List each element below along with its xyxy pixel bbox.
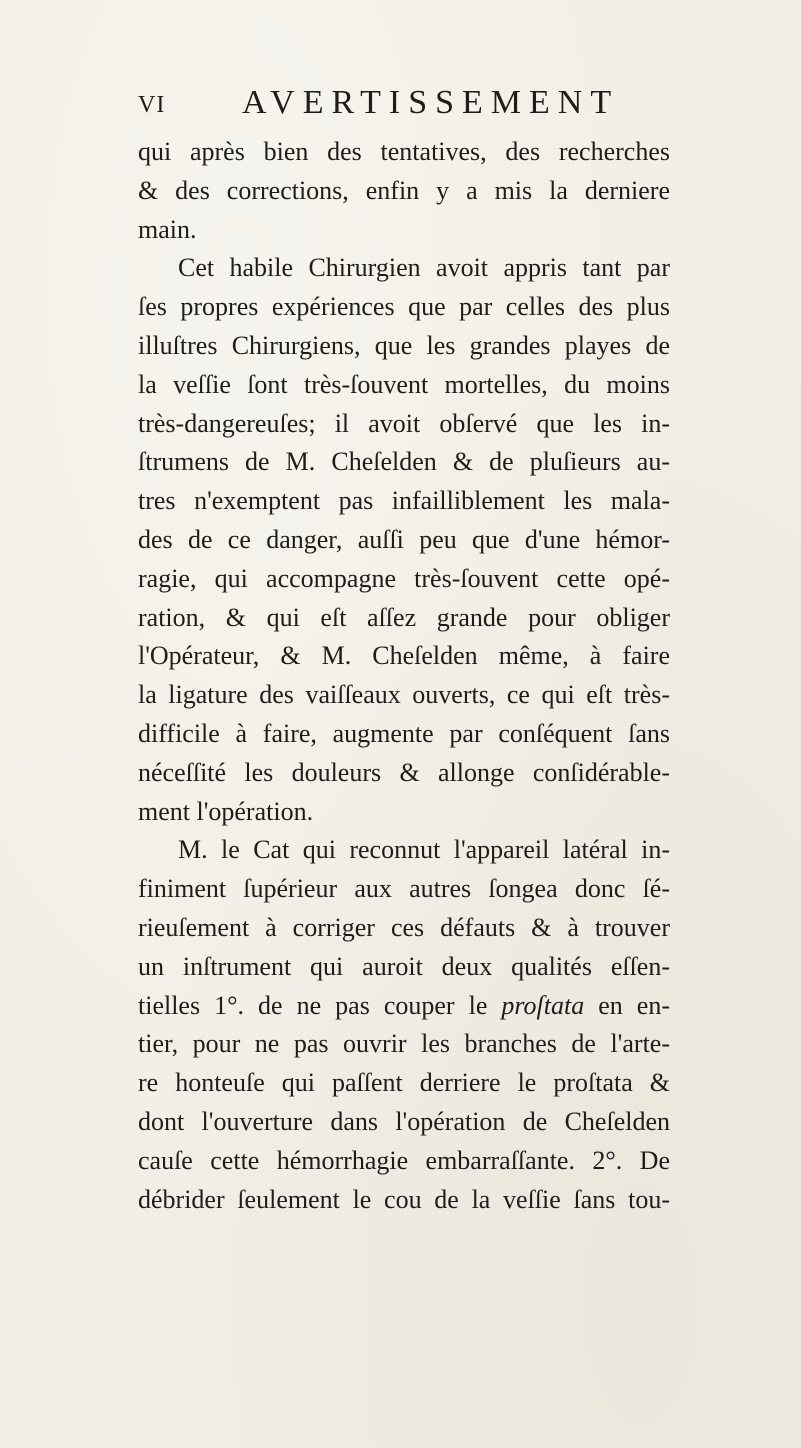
text-line: qui après bien des tentatives, des recherches	[138, 137, 670, 166]
text-line: l'Opérateur, & M. Cheſelden même, à faire	[138, 641, 670, 671]
text-line-with-italic	[138, 987, 670, 1026]
text-line: tres n'exemptent pas infailliblement les mala-	[138, 486, 670, 516]
text-line: tier, pour ne pas ouvrir les branches de l'arte-	[138, 1029, 670, 1059]
page-header	[138, 84, 658, 124]
text-segment: tielles 1°. de ne pas couper le	[138, 990, 488, 1020]
text-line: dont l'ouverture dans l'opération de Cheſelden	[138, 1106, 670, 1136]
italic-latin-term: proſtata	[501, 990, 585, 1020]
text-line: difficile à faire, augmente par conſéquent ſans	[138, 718, 670, 748]
text-line: très-dangereuſes; il avoit obſervé que les in-	[138, 408, 670, 438]
text-line: cauſe cette hémorrhagie embarraſſante. 2°. De	[138, 1145, 670, 1175]
text-line: ſtrumens de M. Cheſelden & de pluſieurs au-	[138, 447, 670, 477]
text-line: illuſtres Chirurgiens, que les grandes playes de	[138, 330, 670, 360]
text-line: & des corrections, enfin y a mis la derniere	[138, 175, 670, 205]
paragraph-start-line: Cet habile Chirurgien avoit appris tant par	[178, 253, 670, 283]
text-line: ragie, qui accompagne très-ſouvent cette opé-	[138, 563, 670, 593]
text-line: ment l'opération.	[138, 796, 314, 826]
text-line: la ligature des vaiſſeaux ouverts, ce qui eſt très-	[138, 680, 670, 710]
text-line: des de ce danger, auſſi peu que d'une hémor-	[138, 524, 670, 554]
text-line: ration, & qui eſt aſſez grande pour obliger	[138, 602, 670, 632]
text-segment: en en-	[598, 990, 671, 1020]
text-line: main.	[138, 214, 197, 244]
paragraph-start-line: M. le Cat qui reconnut l'appareil latéral in-	[178, 835, 670, 865]
text-line: la veſſie ſont très-ſouvent mortelles, du moins	[138, 369, 670, 399]
page-number: VI	[138, 92, 166, 118]
text-line: rieuſement à corriger ces défauts & à trouver	[138, 912, 670, 942]
body-text	[138, 133, 670, 1219]
text-line: néceſſité les douleurs & allonge conſidérable-	[138, 757, 670, 787]
text-line: re honteuſe qui paſſent derriere le proſtata &	[138, 1068, 670, 1098]
text-line: ſes propres expériences que par celles des plus	[138, 292, 670, 322]
text-line: un inſtrument qui auroit deux qualités eſſen-	[138, 951, 670, 981]
text-line: débrider ſeulement le cou de la veſſie ſans tou-	[138, 1184, 670, 1214]
text-line: finiment ſupérieur aux autres ſongea donc ſé-	[138, 874, 670, 904]
running-title: AVERTISSEMENT	[242, 84, 620, 121]
